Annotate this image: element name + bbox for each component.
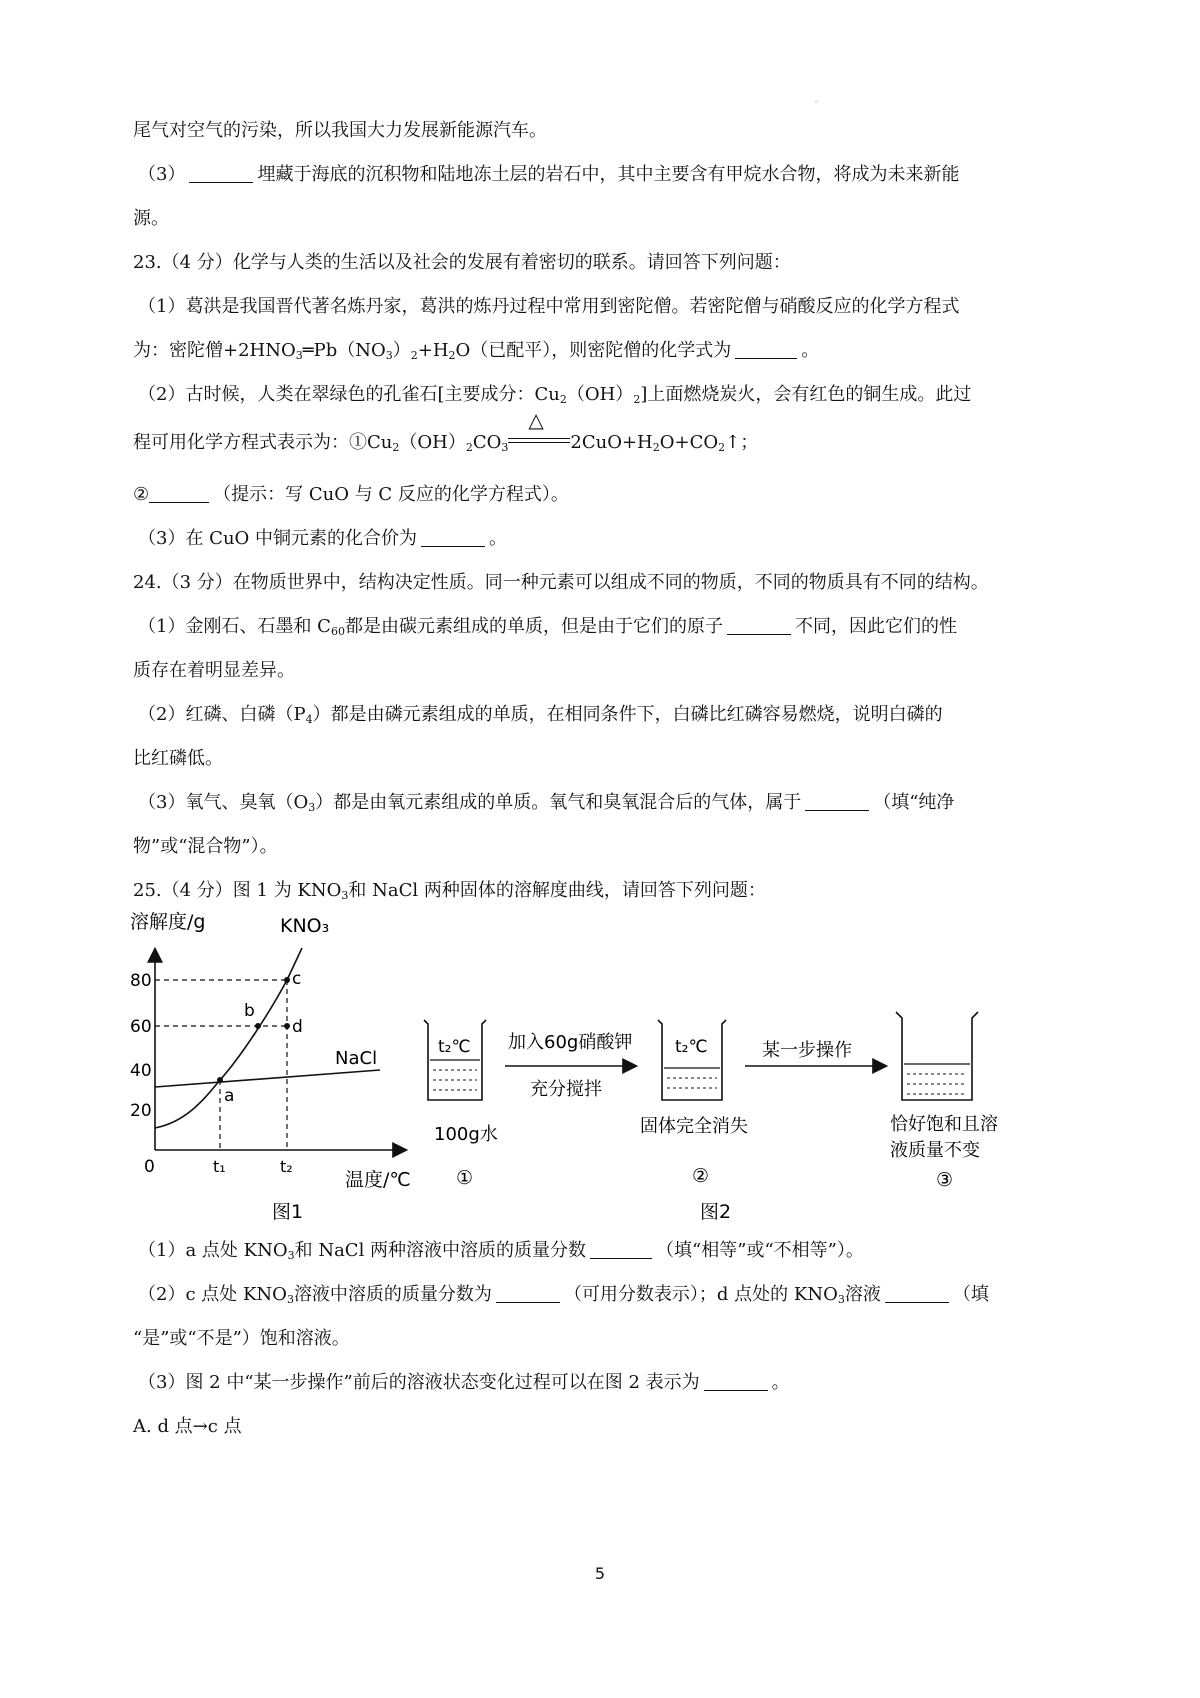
q25-part3: （3）图 2 中“某一步操作”前后的溶液状态变化过程可以在图 2 表示为 。 [138, 1372, 790, 1393]
arrow-2-label: 某一步操作 [762, 1040, 852, 1061]
q24-part3-b: 物”或“混合物”）。 [133, 836, 278, 857]
q23-part2-c: ② （提示：写 CuO 与 C 反应的化学方程式）。 [133, 484, 569, 505]
q23-part1-b: 为：密陀僧$+2HNO_3═Pb(NO_3)_2+H_2O$（已配平），则密陀僧的化学式为 。 [133, 340, 820, 362]
beaker-label: 100g水 [434, 1124, 498, 1145]
beaker-2 [658, 1020, 726, 1100]
q24-part2-a: （2）红磷、白磷$(P_4)$都是由磷元素组成的单质，在相同条件下，白磷比红磷容易燃烧，说明白磷的 [138, 704, 943, 726]
q22-part3-cont: 源。 [133, 208, 169, 229]
nacl-line [155, 1070, 380, 1087]
answer-blank[interactable] [885, 1284, 949, 1303]
point-a [217, 1077, 223, 1083]
q23-part2-a: （2）古时候，人类在翠绿色的孔雀石[主要成分：$Cu_2(OH)_2$]上面燃烧炭火，会有红色的铜生成。此过 [138, 384, 972, 406]
figure2-caption: 图2 [700, 1201, 732, 1223]
series-label: KNO₃ [280, 915, 330, 937]
heat-reaction-sign: △ [508, 432, 570, 450]
point-label: b [244, 1001, 255, 1021]
origin-label: 0 [144, 1157, 155, 1177]
q25-option-a: A. d 点→c 点 [133, 1416, 242, 1437]
beaker-1 [424, 1020, 486, 1100]
beaker-number: ② [692, 1165, 710, 1187]
point-label: c [292, 969, 302, 989]
x-tick-label: t₁ [213, 1157, 226, 1176]
q25-stem: 25.（4 分）图 1 为 $KNO_3$和 NaCl 两种固体的溶解度曲线，请回答下列问题： [133, 880, 766, 902]
q24-part1-a: （1）金刚石、石墨和 $C_{60}$都是由碳元素组成的单质，但是由于它们的原子 不同，因此它们的性 [138, 616, 957, 638]
answer-blank[interactable] [149, 484, 209, 503]
answer-blank[interactable] [704, 1372, 768, 1391]
q22-part3: （3） 埋藏于海底的沉积物和陆地冻土层的岩石中，其中主要含有甲烷水合物，将成为未来新能 [138, 164, 960, 185]
y-tick-label: 60 [130, 1017, 152, 1037]
figure1-caption: 图1 [272, 1201, 304, 1223]
q22-line-pre: 尾气对空气的污染，所以我国大力发展新能源汽车。 [133, 120, 547, 141]
answer-blank[interactable] [805, 792, 869, 811]
q23-part2-b: 程可用化学方程式表示为：$①Cu_2(OH)_2CO_3$ △ $2CuO+H_2O+CO_2↑$； [133, 408, 759, 454]
q23-part3: （3）在 CuO 中铜元素的化合价为 。 [138, 528, 508, 549]
y-tick-label: 20 [130, 1101, 152, 1121]
beaker-number: ① [456, 1167, 474, 1189]
top-mark: 。 [815, 95, 823, 104]
beaker-number: ③ [936, 1169, 954, 1191]
q24-part2-b: 比红磷低。 [133, 748, 223, 769]
q23-stem: 23.（4 分）化学与人类的生活以及社会的发展有着密切的联系。请回答下列问题： [133, 252, 791, 273]
answer-blank[interactable] [189, 164, 253, 183]
beaker-temp: t₂℃ [675, 1037, 708, 1057]
solubility-figures [130, 911, 1030, 1230]
q24-part3-a: （3）氧气、臭氧$(O_3)$都是由氧元素组成的单质。氧气和臭氧混合后的气体，属于 （填“纯净 [138, 792, 955, 814]
answer-blank[interactable] [735, 340, 797, 359]
arrow-1-top-label: 加入60g硝酸钾 [508, 1032, 633, 1053]
beaker-label: 液质量不变 [890, 1140, 980, 1161]
q24-part1-b: 质存在着明显差异。 [133, 660, 295, 681]
y-axis-label: 溶解度/g [130, 911, 206, 933]
series-label: NaCl [335, 1048, 378, 1069]
point-label: a [224, 1086, 235, 1106]
arrow-1-bottom-label: 充分搅拌 [530, 1079, 602, 1100]
point-c [284, 977, 290, 983]
beaker-3 [896, 1012, 978, 1100]
q23-part1-a: （1）葛洪是我国晋代著名炼丹家，葛洪的炼丹过程中常用到密陀僧。若密陀僧与硝酸反应的化学方程式 [138, 296, 960, 317]
answer-blank[interactable] [421, 528, 485, 547]
q25-part2-a: （2）c 点处 $KNO_3$溶液中溶质的质量分数为 （可用分数表示）；d 点处的 $KNO_3$溶液 （填 [138, 1284, 989, 1306]
beaker-temp: t₂℃ [438, 1037, 471, 1057]
answer-blank[interactable] [590, 1240, 652, 1259]
x-tick-label: t₂ [280, 1157, 293, 1176]
point-d [284, 1023, 290, 1029]
answer-blank[interactable] [496, 1284, 560, 1303]
point-b [255, 1023, 261, 1029]
page-number: 5 [594, 1564, 606, 1583]
beaker-label: 恰好饱和且溶 [890, 1114, 998, 1135]
q25-part2-b: “是”或“不是”）饱和溶液。 [133, 1328, 350, 1349]
x-axis-label: 温度/℃ [345, 1169, 411, 1191]
q25-part1: （1）a 点处 $KNO_3$和 NaCl 两种溶液中溶质的质量分数 （填“相等”或“不相等”）。 [138, 1240, 864, 1262]
q24-stem: 24.（3 分）在物质世界中，结构决定性质。同一种元素可以组成不同的物质，不同的物质具有不同的结构。 [133, 572, 989, 593]
beaker-label: 固体完全消失 [640, 1116, 748, 1137]
y-tick-label: 40 [130, 1061, 152, 1081]
point-label: d [292, 1017, 303, 1037]
y-tick-label: 80 [130, 971, 152, 991]
answer-blank[interactable] [727, 616, 791, 635]
